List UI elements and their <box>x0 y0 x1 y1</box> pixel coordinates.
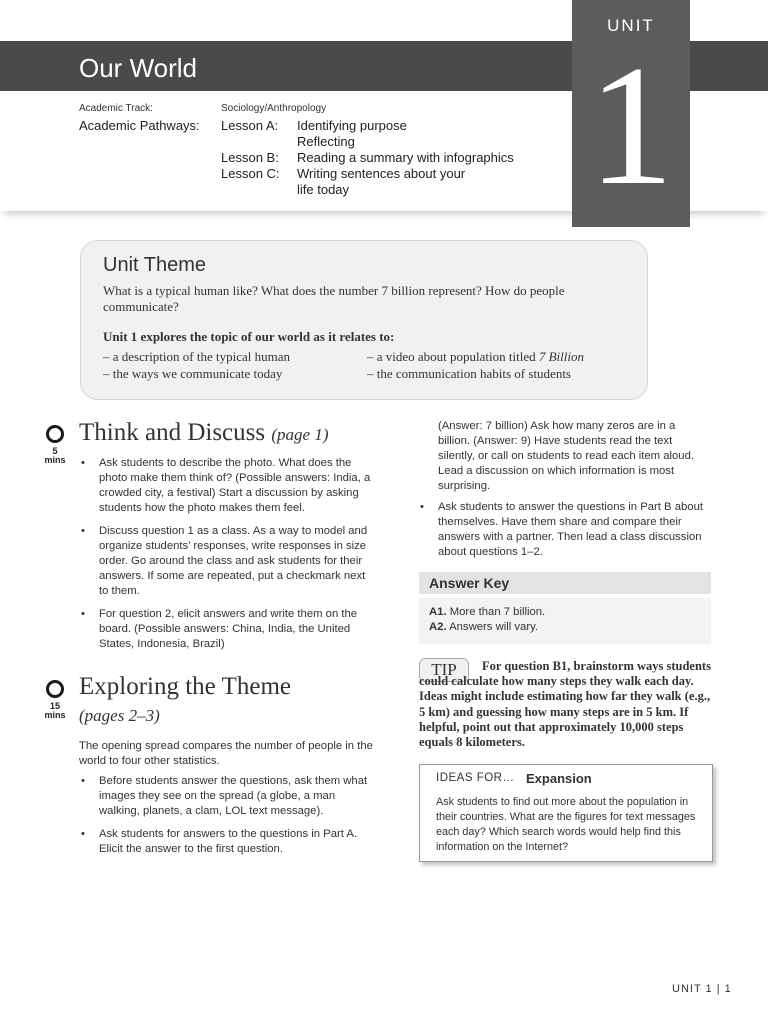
topic-left-2: – the ways we communicate today <box>103 366 283 381</box>
answer-text: Answers will vary. <box>446 621 539 633</box>
unit-number: 1 <box>588 31 674 221</box>
explore-mins-label: mins <box>44 710 66 720</box>
unit-theme-questions: What is a typical human like? What does the number 7 billion represent? How do people communicate? <box>103 283 565 314</box>
tip-text: For question B1, brainstorm ways students could calculate how many steps they walk each day. Ideas might include estimating how far they walk (e.g., 5 km) and guessing how many steps are in 5 km. If helpful, point out that approximately 10,000 steps equals 8 kilometers. <box>419 659 711 750</box>
track-label: Academic Track: <box>79 103 153 114</box>
topic-right-1-prefix: – a video about population titled <box>367 349 539 364</box>
explore-page-ref: (pages 2–3) <box>79 706 160 725</box>
answer-key-heading: Answer Key <box>429 575 510 591</box>
lesson-a-line-2: Reflecting <box>297 134 355 149</box>
lesson-a-line-1: Identifying purpose <box>297 118 407 133</box>
list-item: • Discuss question 1 as a class. As a way to model and organize students’ responses, write responses in size order. Go around the class and ask students for their answers. If some are repeated, put a checkmark next to them. <box>79 524 375 599</box>
pathways-label: Academic Pathways: <box>79 118 200 133</box>
lesson-a-name: Lesson A: <box>221 118 279 133</box>
answer-item-1 <box>429 605 545 620</box>
answer-item-2 <box>429 620 538 635</box>
think-mins-label: mins <box>44 455 66 465</box>
topic-right-1 <box>367 349 584 365</box>
think-bullets <box>79 456 375 660</box>
explore-intro: The opening spread compares the number of people in the world to four other statistics. <box>79 740 373 767</box>
answer-label: A2. <box>429 621 447 633</box>
tip-badge: TIP <box>419 658 469 682</box>
list-item: • Before students answer the questions, ask them what images they see on the spread (a globe, a man walking, planets, a clam, LOL text message). <box>79 774 375 819</box>
answer-text: More than 7 billion. <box>446 606 546 618</box>
think-page-ref: (page 1) <box>271 425 329 444</box>
topic-left-1: – a description of the typical human <box>103 349 291 364</box>
ideas-text: Ask students to find out more about the population in their countries. What are the figures for text messages each day? Which search words would help find this information on the Internet? <box>436 796 696 853</box>
topic-right-1-title: 7 Billion <box>538 349 584 364</box>
explore-bullets <box>79 774 375 865</box>
list-item: • Ask students to answer the questions in Part B about themselves. Have them share and compare their answers with a partner. Then lead a class discussion about questions 1–2. <box>418 500 710 560</box>
continued-text: (Answer: 7 billion) Ask how many zeros are in a billion. (Answer: 9) Have students read the text silently, or call on students to read each item aloud. Lead a discussion on which information is most surprising. <box>438 420 694 492</box>
unit-theme-intro: Unit 1 explores the topic of our world as it relates to: <box>103 329 395 344</box>
lesson-b-line-1: Reading a summary with infographics <box>297 150 514 165</box>
right-bullets <box>418 500 710 568</box>
think-heading-text: Think and Discuss <box>79 419 266 446</box>
answer-key-header <box>419 572 711 594</box>
list-item: • Ask students to describe the photo. What does the photo make them think of? (Possible answers: India, a crowded city, a festival) Start a discussion by asking students how the photo makes them feel. <box>79 456 375 516</box>
list-item: • Ask students for answers to the questions in Part A. Elicit the answer to the first question. <box>79 827 375 857</box>
lesson-c-name: Lesson C: <box>221 166 280 181</box>
footer-separator: | <box>716 983 721 995</box>
lesson-b-name: Lesson B: <box>221 150 279 165</box>
lesson-c-line-1: Writing sentences about your <box>297 166 466 181</box>
topic-right-2: – the communication habits of students <box>367 366 571 381</box>
ideas-title: Expansion <box>526 771 592 786</box>
lesson-c-line-2: life today <box>297 182 350 197</box>
ideas-label: IDEAS FOR… <box>436 772 515 784</box>
unit-theme-heading: Unit Theme <box>103 254 207 276</box>
explore-heading: Exploring the Theme <box>79 673 291 700</box>
page-footer <box>672 983 732 995</box>
page-number: 1 <box>724 983 732 995</box>
explore-minutes: 15 <box>49 701 60 711</box>
clock-icon <box>46 680 64 698</box>
unit-label: UNIT <box>607 16 655 35</box>
track-value: Sociology/Anthropology <box>221 103 327 114</box>
think-discuss-heading <box>79 419 328 447</box>
footer-unit: UNIT 1 <box>672 983 713 995</box>
answer-label: A1. <box>429 606 447 618</box>
page-title: Our World <box>79 53 197 83</box>
think-minutes: 5 <box>52 446 58 456</box>
clock-icon <box>46 425 64 443</box>
list-item: • For question 2, elicit answers and write them on the board. (Possible answers: China, India, the United States, Indonesia, Brazil) <box>79 607 375 652</box>
